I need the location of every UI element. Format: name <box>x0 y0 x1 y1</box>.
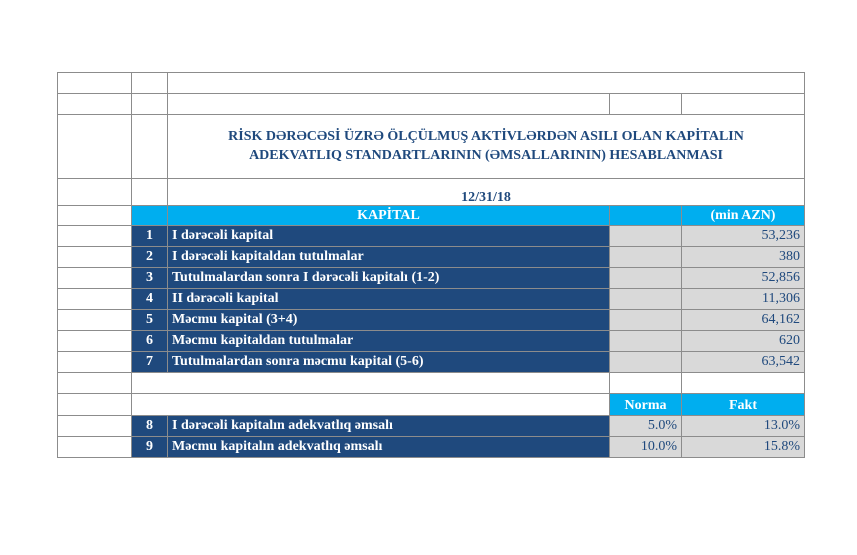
row-number: 1 <box>131 225 168 247</box>
blank-cell <box>167 72 805 94</box>
row-blank-cell <box>609 351 682 373</box>
row-value: 11,306 <box>681 288 805 310</box>
row-blank-cell <box>609 288 682 310</box>
row-value: 380 <box>681 246 805 268</box>
blank-cell <box>131 178 168 206</box>
row-number: 2 <box>131 246 168 268</box>
title-line-1: RİSK DƏRƏCƏSİ ÜZRƏ ÖLÇÜLMUŞ AKTİVLƏRDƏN ASILI OLAN KAPİTALIN <box>228 129 744 144</box>
row-blank-cell <box>609 267 682 289</box>
blank-cell <box>131 72 168 94</box>
blank-cell <box>57 393 132 416</box>
blank-cell <box>57 246 132 268</box>
blank-cell <box>57 178 132 206</box>
row-number: 5 <box>131 309 168 331</box>
row-number: 8 <box>131 415 168 437</box>
blank-cell <box>57 415 132 437</box>
row-value: 620 <box>681 330 805 352</box>
row-number: 3 <box>131 267 168 289</box>
blank-cell <box>57 93 132 115</box>
blank-cell <box>57 351 132 373</box>
fakt-value: 15.8% <box>681 436 805 458</box>
blank-cell <box>57 205 132 226</box>
row-label: Məcmu kapitaldan tutulmalar <box>167 330 610 352</box>
page-title <box>167 114 805 179</box>
fakt-header: Fakt <box>681 393 805 416</box>
row-label: Tutulmalardan sonra məcmu kapital (5-6) <box>167 351 610 373</box>
header-num-cell <box>131 205 168 226</box>
row-blank-cell <box>609 225 682 247</box>
blank-cell <box>57 72 132 94</box>
norma-value: 10.0% <box>609 436 682 458</box>
blank-cell <box>57 114 132 179</box>
row-label: Tutulmalardan sonra I dərəcəli kapitalı (1-2) <box>167 267 610 289</box>
blank-cell <box>57 330 132 352</box>
norma-value: 5.0% <box>609 415 682 437</box>
blank-cell <box>131 93 168 115</box>
row-blank-cell <box>609 246 682 268</box>
blank-cell <box>609 93 682 115</box>
blank-cell <box>167 93 610 115</box>
blank-cell <box>131 114 168 179</box>
header-blank-cell <box>609 205 682 226</box>
row-label: I dərəcəli kapitaldan tutulmalar <box>167 246 610 268</box>
blank-cell <box>57 309 132 331</box>
report-date: 12/31/18 <box>167 178 805 206</box>
blank-cell <box>131 393 610 416</box>
norma-header: Norma <box>609 393 682 416</box>
row-blank-cell <box>609 330 682 352</box>
row-number: 7 <box>131 351 168 373</box>
blank-cell <box>57 436 132 458</box>
row-number: 6 <box>131 330 168 352</box>
blank-cell <box>609 372 682 394</box>
blank-cell <box>131 372 610 394</box>
row-label: II dərəcəli kapital <box>167 288 610 310</box>
blank-cell <box>681 93 805 115</box>
unit-header: (min AZN) <box>681 205 805 226</box>
row-blank-cell <box>609 309 682 331</box>
row-label: I dərəcəli kapital <box>167 225 610 247</box>
blank-cell <box>57 288 132 310</box>
row-value: 53,236 <box>681 225 805 247</box>
blank-cell <box>681 372 805 394</box>
fakt-value: 13.0% <box>681 415 805 437</box>
row-value: 63,542 <box>681 351 805 373</box>
title-line-2: ADEKVATLIQ STANDARTLARININ (ƏMSALLARININ) HESABLANMASI <box>249 148 723 163</box>
row-number: 9 <box>131 436 168 458</box>
row-label: I dərəcəli kapitalın adekvatlıq əmsalı <box>167 415 610 437</box>
blank-cell <box>57 225 132 247</box>
row-number: 4 <box>131 288 168 310</box>
row-label: Məcmu kapital (3+4) <box>167 309 610 331</box>
capital-header: KAPİTAL <box>167 205 610 226</box>
row-value: 52,856 <box>681 267 805 289</box>
row-label: Məcmu kapitalın adekvatlıq əmsalı <box>167 436 610 458</box>
blank-cell <box>57 372 132 394</box>
row-value: 64,162 <box>681 309 805 331</box>
blank-cell <box>57 267 132 289</box>
